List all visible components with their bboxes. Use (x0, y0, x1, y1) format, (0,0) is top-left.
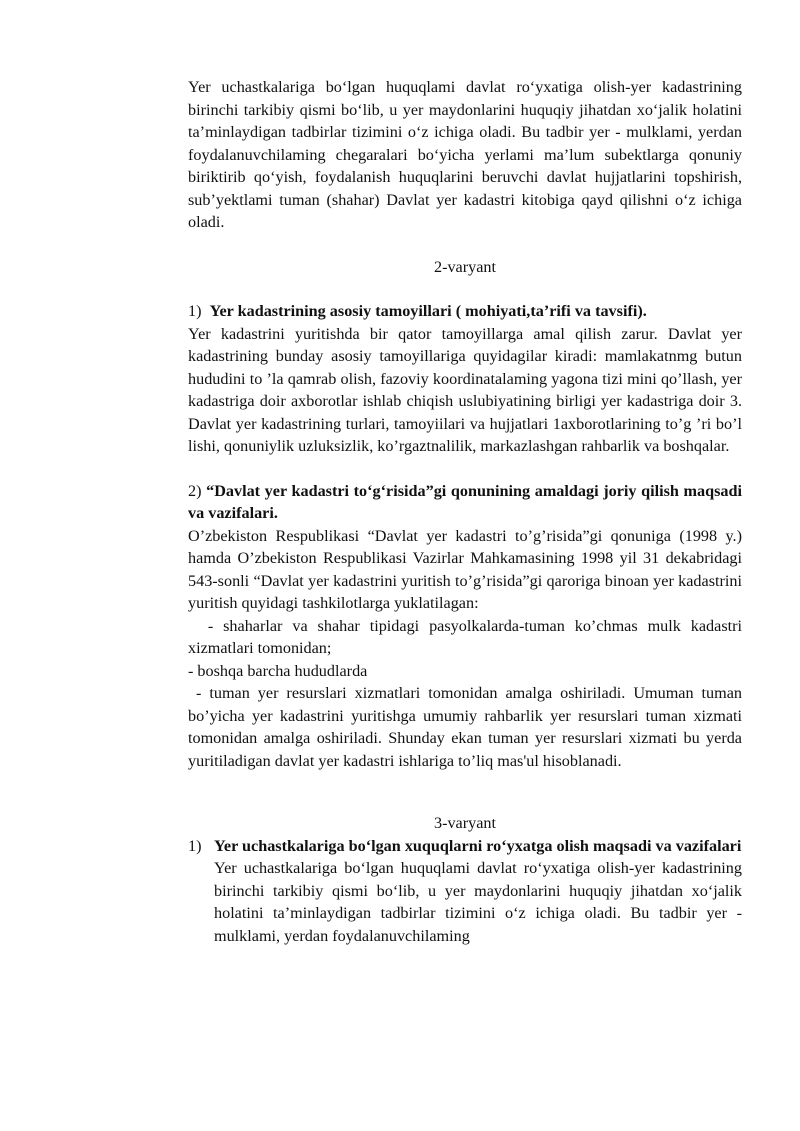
v2-q2-text: O’zbekiston Respublikasi “Davlat yer kadastri to’g’risida”gi qonuniga (1998 y.) hamda O’zbekiston Respublikasi Vazirlar Mahkamasining 1998 yil 31 dekabridagi 543-sonli “Davlat yer kadastrini yuritish to’g’risida”gi qaroriga binoan yer kadastrini yuritish quyidagi tashkilotlarga yuklatilagan: (188, 526, 742, 612)
variant-2-title: 2-varyant (433, 257, 497, 276)
v3-q1-text: Yer uchastkalariga bo‘lgan huquqlami davlat ro‘yxatiga olish-yer kadastrining birinchi tarkibiy qismi bo‘lib, u yer maydonlarini huquqiy jihatdan xo‘jalik holatini ta’minlaydigan tadbirlar tizimini o‘z ichiga oladi. Bu tadbir yer - mulklami, yerdan foydalanuvchilaming (214, 859, 742, 945)
v2-q2-heading-text: “Davlat yer kadastri to‘g‘risida”gi qonunining amaldagi joriy qilish maqsadi va vazifalari. (188, 481, 742, 522)
v2-q2-heading (188, 480, 742, 525)
v2-q1-number: 1) (188, 302, 202, 320)
variant-3-title: 3-varyant (433, 814, 497, 832)
v3-q1-number: 1) (188, 836, 202, 855)
document-content (188, 76, 747, 947)
v3-q1 (188, 835, 742, 948)
v3-q1-heading-text: Yer uchastkalariga bo‘lgan xuquqlarni ro‘yxatga olish maqsadi va vazifalari (214, 836, 742, 855)
v2-q2-line1: - shaharlar va shahar tipidagi pasyolkalarda-tuman ko’chmas mulk kadastri xizmatlari tomonidan; (188, 616, 747, 657)
intro-paragraph: Yer uchastkalariga bo‘lgan huquqlami davlat ro‘yxatiga olish-yer kadastrining birinchi tarkibiy qismi bo‘lib, u yer maydonlarini huquqiy jihatdan xo‘jalik holatini ta’minlaydigan tadbirlar tizimini o‘z ichiga oladi. Bu tadbir yer - mulklami, yerdan foydalanuvchilaming chegaralari bo‘yicha yerlami ma’lum subektlarga qonuniy biriktirib qo‘yish, foydalanish huquqlarini beruvchi davlat hujjatlarini topshirish, sub’yektlami tuman (shahar) Davlat yer kadastri kitobiga qayd qilishni o‘z ichiga oladi. (188, 78, 742, 231)
v2-q2-number: 2) (188, 481, 202, 500)
v2-q1-text: Yer kadastrini yuritishda bir qator tamoyillarga amal qilish zarur. Davlat yer kadastrining bunday asosiy tamoyillariga quyidagilar kiradi: mamlakatnmg butun hududini to ’la qamrab olish, fazoviy koordinatalaming yagona tizi mini qo’llash, yer kadastriga doir axborotlar ishlab chiqish uslubiyatining birligi yer kadastriga doir 3. Davlat yer kadastrining turlari, tamoyiilari va hujjatlari 1axborotlarining to’g ’ri bo’l lishi, qonuniylik uzluksizlik, ko’rgaztnalilik, markazlashgan rahbarlik va boshqalar. (188, 324, 742, 455)
v2-q1-heading-text: Yer kadastrining asosiy tamoyillari ( mohiyati,ta’rifi va tavsifi). (209, 302, 647, 320)
v2-q1-heading (188, 300, 742, 323)
v2-q2-line2: - boshqa barcha hududlarda (188, 661, 368, 680)
v3-q1-heading (214, 835, 742, 858)
v2-q2-line3: - tuman yer resurslari xizmatlari tomonidan amalga oshiriladi. Umuman tuman bo’yicha yer kadastrini yuritishga umumiy rahbarlik yer resurslari tuman xizmati tomonidan amalga oshiriladi. Shunday ekan tuman yer resurslari xizmati bu yerda yuritiladigan davlat yer kadastri ishlariga to’liq mas'ul hisoblanadi. (188, 684, 747, 770)
